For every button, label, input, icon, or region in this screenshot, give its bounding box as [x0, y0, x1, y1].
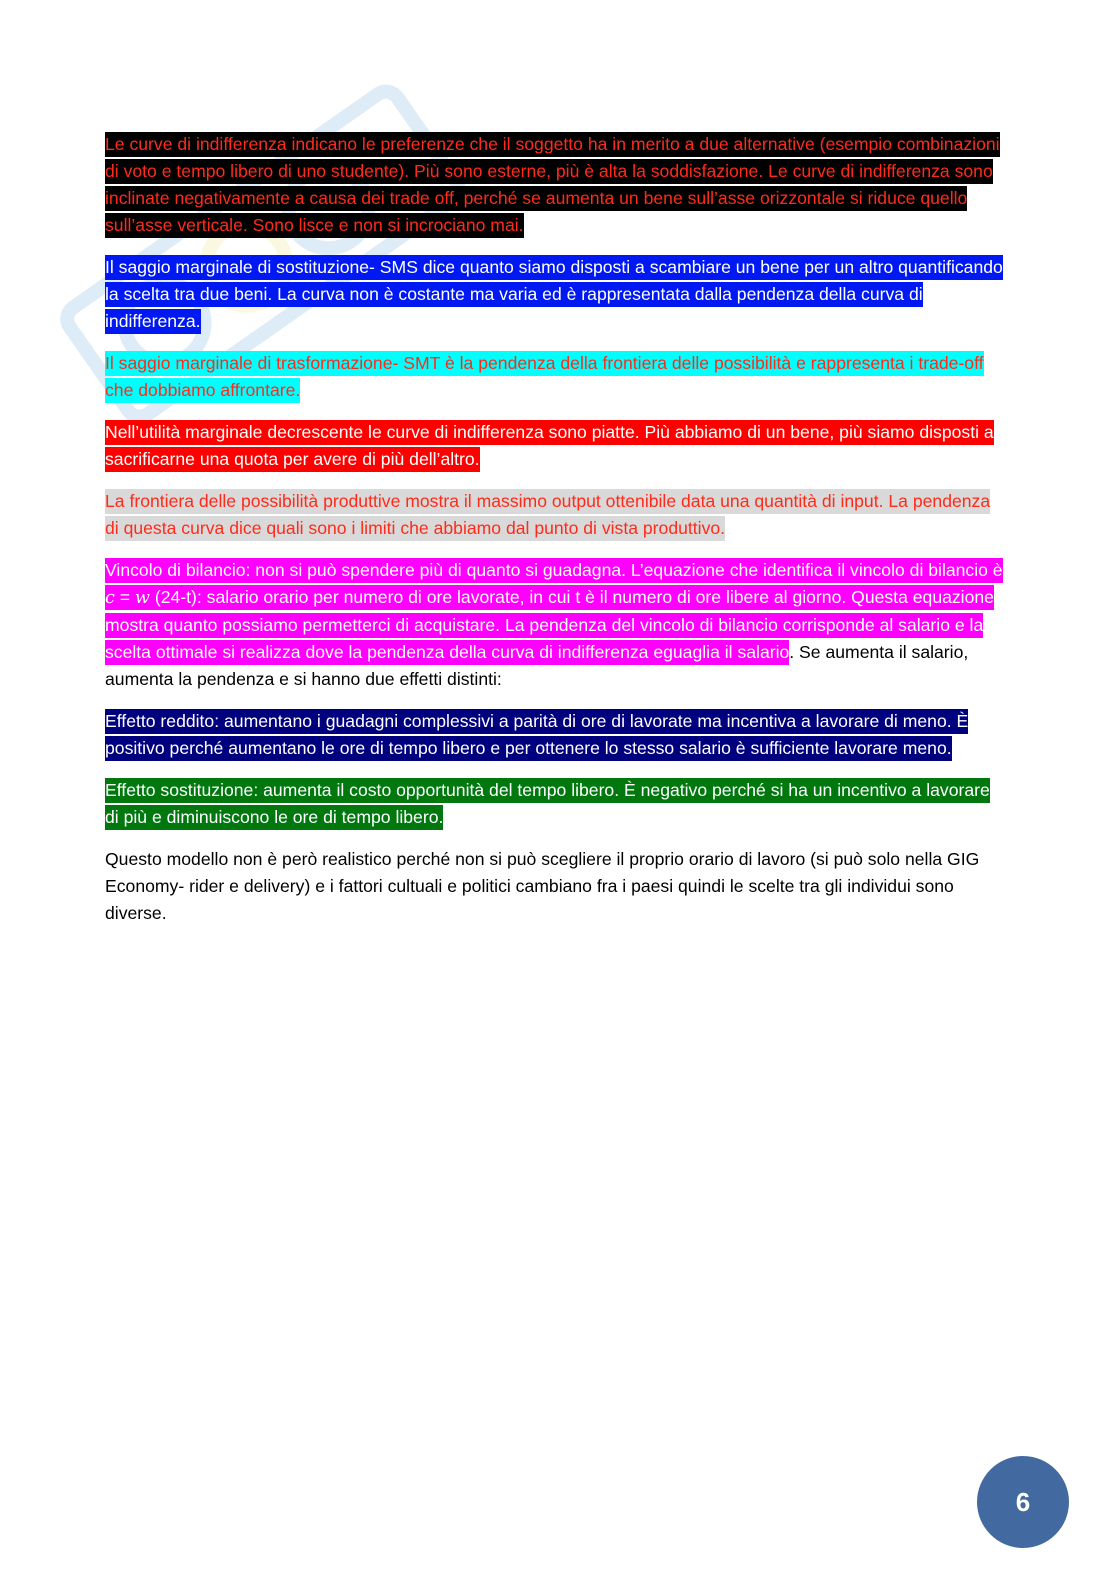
paragraph-indifference-curves — [105, 131, 1005, 239]
highlighted-text: Effetto sostituzione: aumenta il costo opportunità del tempo libero. È negativo perché si ha un incentivo a lavorare di più e diminuiscono le ore di tempo libero. — [105, 778, 990, 830]
page-number-badge — [977, 1456, 1069, 1548]
paragraph-budget-constraint — [105, 557, 1005, 693]
math-w: w — [134, 588, 150, 608]
math-equals: = — [114, 587, 135, 607]
highlighted-text: Nell’utilità marginale decrescente le curve di indifferenza sono piatte. Più abbiamo di un bene, più siamo disposti a sacrificarne una quota per avere di più dell’altro. — [105, 420, 994, 472]
paragraph-marginal-utility — [105, 419, 1005, 473]
paragraph-substitution-effect — [105, 777, 1005, 831]
highlighted-text: Il saggio marginale di trasformazione- SMT è la pendenza della frontiera delle possibilità e rappresenta i trade-off che dobbiamo affrontare. — [105, 351, 984, 403]
document-body — [105, 131, 1005, 942]
paragraph-smt — [105, 350, 1005, 404]
paragraph-income-effect — [105, 708, 1005, 762]
paragraph-sms — [105, 254, 1005, 335]
highlighted-text: La frontiera delle possibilità produttive mostra il massimo output ottenibile data una quantità di input. La pendenza di questa curva dice quali sono i limiti che abbiamo dal punto di vista produttivo. — [105, 489, 990, 541]
paragraph-production-frontier — [105, 488, 1005, 542]
paragraph-model-limits — [105, 846, 1005, 927]
plain-text: Questo modello non è però realistico perché non si può scegliere il proprio orario di lavoro (si può solo nella GIG Economy- rider e delivery) e i fattori cultuali e politici cambiano fra i paesi quindi le scelte tra gli individui sono diverse. — [105, 849, 980, 923]
page-number: 6 — [1015, 1486, 1031, 1517]
math-c: c — [105, 588, 115, 608]
budget-text-tail: . Se aumenta il salario, aumenta la pendenza e si hanno due effetti distinti: — [105, 642, 969, 689]
highlighted-text: Le curve di indifferenza indicano le preferenze che il soggetto ha in merito a due alternative (esempio combinazioni di voto e tempo libero di uno studente). Più sono esterne, più è alta la soddisfazione. Le curve di indifferenza sono inclinate negativamente a causa dei trade off, perché se aumenta un bene sull’asse orizzontale si riduce quello sull’asse verticale. Sono lisce e non si incrociano mai. — [105, 132, 1000, 238]
budget-text-part2: (24-t): salario orario per numero di ore lavorate, in cui t è il numero di ore libere al giorno. Questa equazione mostra quanto possiamo permetterci di acquistare. La pendenza del vincolo di bilancio corrisponde al salario e la scelta ottimale si realizza dove la pendenza della curva di indifferenza eguaglia il salario — [105, 587, 994, 662]
budget-text-part1: Vincolo di bilancio: non si può spendere più di quanto si guadagna. L’equazione che identifica il vincolo di bilancio è — [105, 560, 1003, 580]
highlighted-text: Effetto reddito: aumentano i guadagni complessivi a parità di ore di lavorate ma incentiva a lavorare di meno. È positivo perché aumentano le ore di tempo libero e per ottenere lo stesso salario è sufficiente lavorare meno. — [105, 709, 968, 761]
highlighted-text: Il saggio marginale di sostituzione- SMS dice quanto siamo disposti a scambiare un bene per un altro quantificando la scelta tra due beni. La curva non è costante ma varia ed è rappresentata dalla pendenza della curva di indifferenza. — [105, 255, 1003, 334]
